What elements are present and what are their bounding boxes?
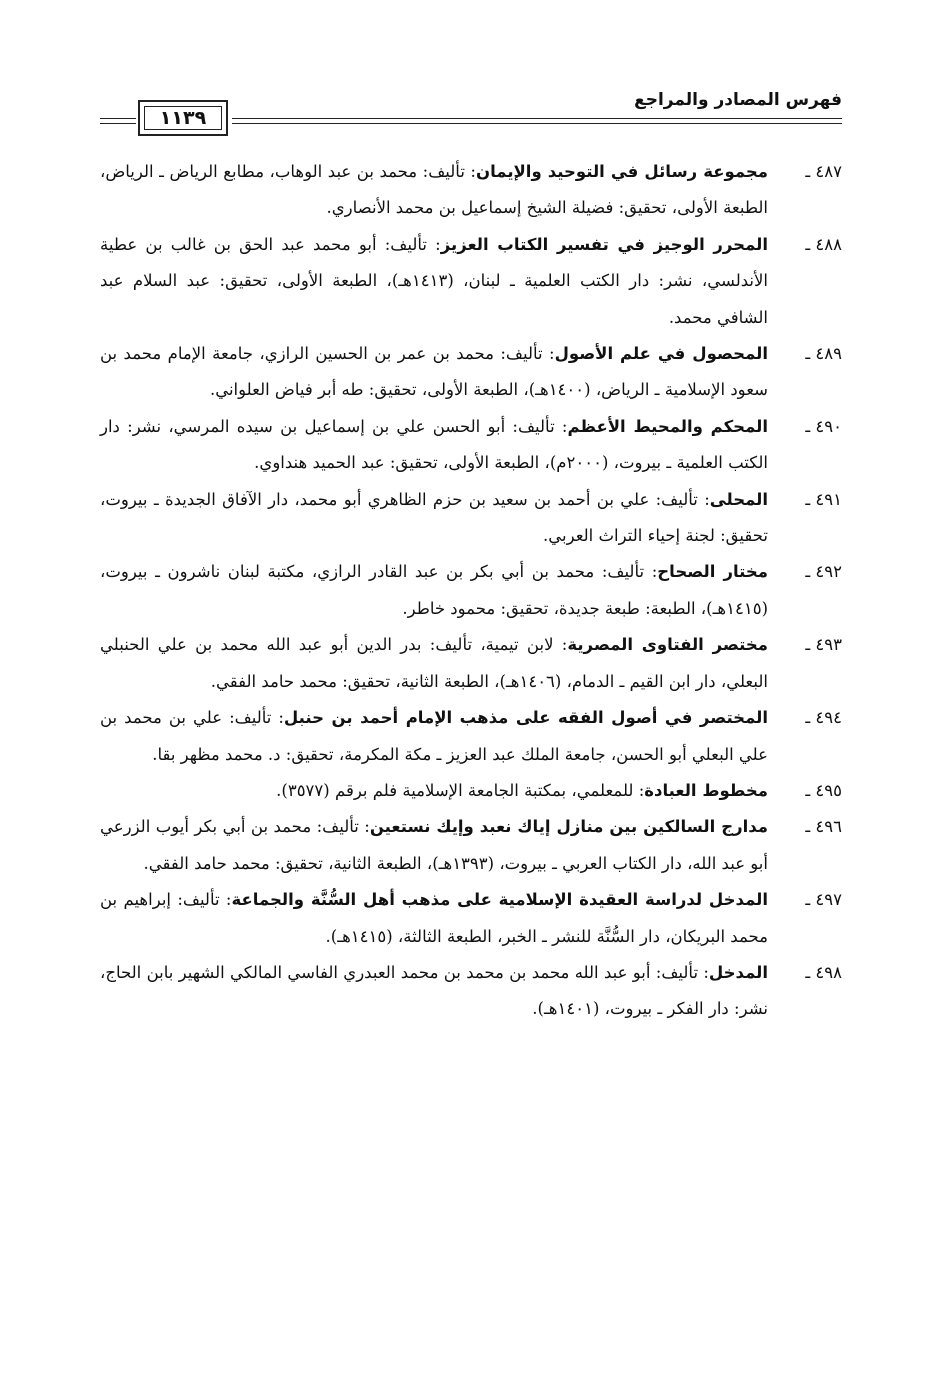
entry-details: : لابن تيمية، تأليف: بدر الدين أبو عبد الله محمد بن علي الحنبلي البعلي، دار ابن القيم ـ الدمام، (١٤٠٦هـ)، الطبعة الثانية، تحقيق: محمد حامد الفقي. (100, 635, 768, 691)
bibliography-entry (100, 809, 842, 882)
bibliography-entry (100, 482, 842, 555)
bibliography-entry (100, 882, 842, 955)
entry-number: ٤٩٣ ـ (805, 635, 842, 655)
bibliography-entry (100, 627, 842, 700)
entry-details: : للمعلمي، بمكتبة الجامعة الإسلامية فلم برقم (٣٥٧٧). (276, 780, 645, 800)
entry-number: ٤٩١ ـ (805, 489, 842, 509)
entry-number: ٤٩٢ ـ (805, 562, 842, 582)
entry-title: المحكم والمحيط الأعظم (567, 416, 768, 436)
entry-number: ٤٩٦ ـ (805, 817, 842, 837)
entry-details: : تأليف: أبو عبد الله محمد بن محمد بن محمد العبدري الفاسي المالكي الشهير بابن الحاج، نشر: دار الفكر ـ بيروت، (١٤٠١هـ). (100, 962, 768, 1019)
bibliography-entry (100, 554, 842, 627)
entry-title: مدارج السالكين بين منازل إياك نعبد وإيك نستعين (369, 817, 768, 837)
entry-details: : تأليف: محمد بن أبي بكر بن عبد القادر الرازي، مكتبة لبنان ناشرون ـ بيروت، (١٤١٥هـ)، الطبعة: طبعة جديدة، تحقيق: محمود خاطر. (100, 562, 768, 618)
entry-details: : تأليف: محمد بن أبي بكر أيوب الزرعي أبو عبد الله، دار الكتاب العربي ـ بيروت، (١٣٩٣هـ)، الطبعة الثانية، تحقيق: محمد حامد الفقي. (100, 817, 768, 873)
bibliography-entry (100, 955, 842, 1028)
entry-number: ٤٩٨ ـ (805, 962, 842, 982)
entry-title: المحصول في علم الأصول (554, 344, 768, 364)
entry-title: مختار الصحاح (657, 562, 769, 582)
entry-details: : تأليف: محمد بن عمر بن الحسين الرازي، جامعة الإمام محمد بن سعود الإسلامية ـ الرياض، (١٤٠٠هـ)، الطبعة الأولى، تحقيق: طه أبر فياض العلواني. (100, 344, 768, 400)
entry-details: : تأليف: إبراهيم بن محمد البريكان، دار السُّنَّة للنشر ـ الخبر، الطبعة الثالثة، (١٤١٥هـ). (100, 890, 768, 946)
entry-details: : تأليف: علي بن أحمد بن سعيد بن حزم الظاهري أبو محمد، دار الآفاق الجديدة ـ بيروت، تحقيق: لجنة إحياء التراث العربي. (100, 489, 768, 546)
entry-number: ٤٩٧ ـ (805, 890, 842, 910)
bibliography-entry (100, 773, 842, 809)
bibliography-entry (100, 336, 842, 409)
bibliography-entry (100, 154, 842, 227)
entry-number: ٤٩٤ ـ (805, 708, 842, 728)
page-number: ١١٣٩ (159, 107, 207, 129)
entry-title: مختصر الفتاوى المصرية (567, 635, 768, 655)
entry-title: مخطوط العبادة (644, 780, 768, 800)
bibliography-list (100, 154, 842, 1028)
entry-details: : تأليف: أبو محمد عبد الحق بن غالب بن عطية الأندلسي، نشر: دار الكتب العلمية ـ لبنان، (١٤١٣هـ)، الطبعة الأولى، تحقيق: عبد السلام عبد الشافي محمد. (100, 234, 768, 327)
header-rule (232, 123, 842, 124)
entry-number: ٤٨٩ ـ (805, 344, 842, 364)
header-rule (100, 118, 136, 119)
entry-number: ٤٩٥ ـ (805, 780, 842, 800)
bibliography-entry (100, 700, 842, 773)
header-rule (100, 123, 136, 124)
entry-title: المدخل (708, 962, 768, 982)
entry-number: ٤٨٧ ـ (805, 162, 842, 181)
entry-details: : تأليف: محمد بن عبد الوهاب، مطابع الرياض ـ الرياض، الطبعة الأولى، تحقيق: فضيلة الشيخ إسماعيل بن محمد الأنصاري. (100, 162, 768, 218)
page-number-frame (138, 100, 228, 136)
entry-title: المحرر الوجيز في تفسير الكتاب العزيز (440, 234, 768, 254)
bibliography-entry (100, 409, 842, 482)
entry-details: : تأليف: أبو الحسن علي بن إسماعيل بن سيده المرسي، نشر: دار الكتب العلمية ـ بيروت، (٢٠٠٠م)، الطبعة الأولى، تحقيق: عبد الحميد هنداوي. (100, 416, 768, 473)
header-rule (232, 118, 842, 119)
page-header (100, 82, 842, 134)
bibliography-entry (100, 227, 842, 336)
entry-title: مجموعة رسائل في التوحيد والإيمان (475, 162, 768, 181)
entry-number: ٤٨٨ ـ (805, 234, 842, 254)
entry-title: المدخل لدراسة العقيدة الإسلامية على مذهب أهل السُّنَّة والجماعة (231, 890, 768, 910)
entry-details: : تأليف: علي بن محمد بن علي البعلي أبو الحسن، جامعة الملك عبد العزيز ـ مكة المكرمة، تحقيق: د. محمد مظهر بقا. (100, 708, 768, 764)
entry-title: المحلى (709, 489, 768, 509)
entry-number: ٤٩٠ ـ (805, 416, 842, 436)
header-title: فهرس المصادر والمراجع (634, 90, 842, 110)
entry-title: المختصر في أصول الفقه على مذهب الإمام أحمد بن حنبل (283, 708, 768, 728)
